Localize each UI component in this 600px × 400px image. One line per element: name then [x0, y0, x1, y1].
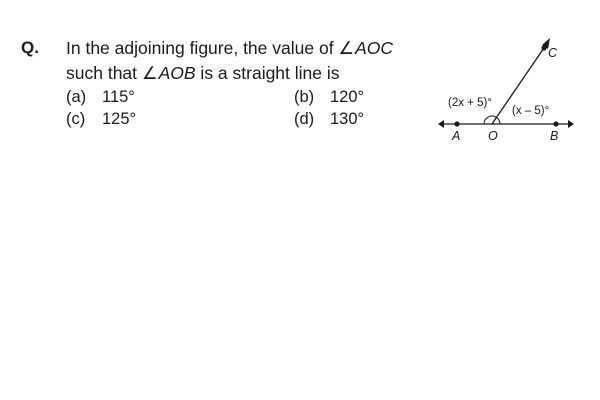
option-c[interactable] — [66, 110, 136, 129]
question-stem-text: such that — [66, 63, 142, 83]
question-stem-text: is a straight line is — [195, 63, 340, 83]
point-b — [553, 121, 558, 126]
option-value: 125° — [102, 110, 137, 128]
label-o: O — [488, 129, 498, 143]
angle-label-left: (2x + 5)° — [448, 97, 492, 109]
label-c: C — [548, 46, 558, 60]
angle-name-aob: AOB — [158, 63, 196, 83]
angle-name-aoc: AOC — [355, 38, 394, 58]
arrow-right-icon — [568, 120, 574, 128]
option-d[interactable] — [294, 110, 364, 129]
question-label: Q. — [21, 38, 39, 57]
question-stem-text: In the adjoining figure, the value of — [66, 38, 339, 58]
angle-symbol: ∠ — [141, 63, 158, 83]
option-value: 120° — [330, 88, 365, 106]
option-value: 130° — [330, 110, 365, 128]
option-letter: (d) — [294, 110, 315, 128]
option-a[interactable] — [66, 88, 135, 107]
angle-arc-right — [497, 117, 501, 124]
angle-label-right: (x – 5)° — [512, 105, 550, 117]
arrow-left-icon — [438, 120, 444, 128]
point-c — [541, 45, 546, 50]
option-letter: (b) — [294, 88, 315, 106]
point-a — [454, 121, 459, 126]
label-a: A — [452, 129, 461, 143]
question-stem-line-2 — [66, 63, 340, 84]
option-b[interactable] — [294, 88, 364, 107]
angle-symbol: ∠ — [338, 38, 355, 58]
angle-figure — [430, 30, 590, 155]
option-letter: (a) — [66, 88, 87, 106]
question-stem-line-1 — [66, 38, 393, 59]
label-b: B — [550, 129, 559, 143]
option-letter: (c) — [66, 110, 86, 128]
option-value: 115° — [102, 88, 135, 106]
